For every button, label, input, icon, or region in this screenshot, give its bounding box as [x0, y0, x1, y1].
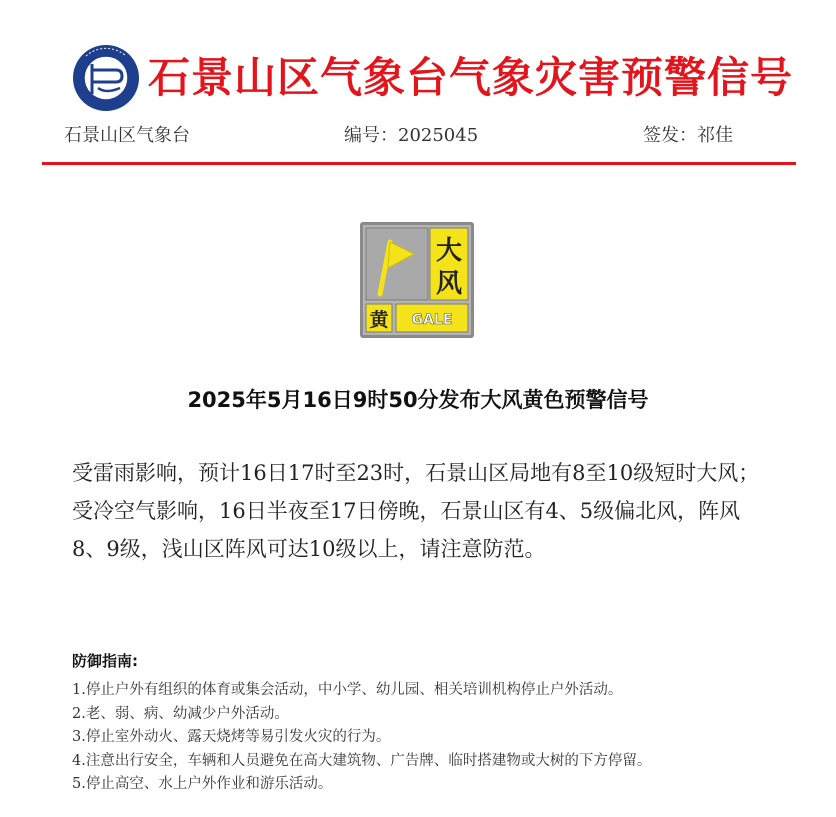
header-divider: [42, 162, 796, 165]
guidance-item: 2.老、弱、病、幼减少户外活动。: [72, 705, 289, 722]
meteorological-service-emblem-icon: [72, 44, 140, 112]
guidance-item: 5.停止高空、水上户外作业和游乐活动。: [72, 776, 333, 792]
signal-char-big: 大: [435, 236, 463, 266]
guidance-item: 3.停止室外动火、露天烧烤等易引发火灾的行为。: [72, 729, 391, 745]
guidance-list: [72, 679, 792, 797]
issuer-label: 石景山区气象台: [64, 125, 190, 146]
document-title: 石景山区气象台气象灾害预警信号: [148, 53, 794, 102]
signal-english-label: GALE: [411, 312, 453, 328]
signal-level-char: 黄: [369, 309, 389, 331]
document-number: 编号：2025045: [344, 125, 479, 146]
warning-body: 受雷雨影响，预计16日17时至23时，石景山区局地有8至10级短时大风；受冷空气影响，16日半夜至17日傍晚，石景山区有4、5级偏北风，阵风8、9级，浅山区阵风可达10级以上，请注意防范。: [72, 461, 760, 561]
signer-label: 签发：祁佳: [643, 125, 733, 146]
signal-char-wind: 风: [435, 269, 463, 299]
guidance-item: 1.停止户外有组织的体育或集会活动，中小学、幼儿园、相关培训机构停止户外活动。: [72, 682, 623, 698]
guidance-item: 4.注意出行安全，车辆和人员避免在高大建筑物、广告牌、临时搭建物或大树的下方停留。: [72, 752, 652, 769]
gale-yellow-signal-icon: [360, 222, 474, 338]
guidance-heading: 防御指南:: [72, 652, 138, 670]
warning-headline: 2025年5月16日9时50分发布大风黄色预警信号: [187, 388, 649, 412]
